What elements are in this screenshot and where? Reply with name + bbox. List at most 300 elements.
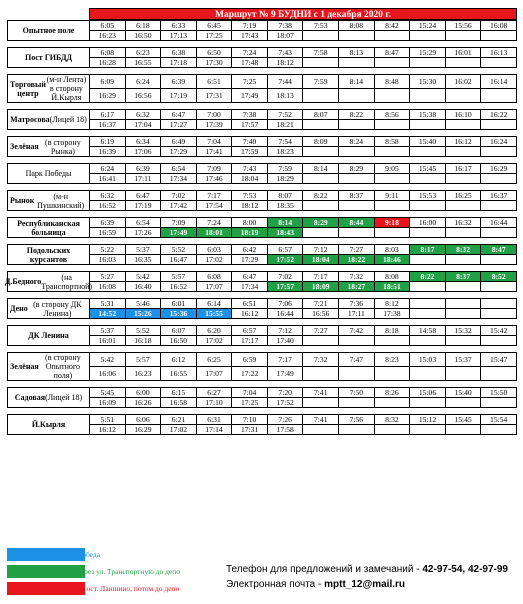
time-cell	[481, 336, 517, 346]
time-cell	[410, 228, 446, 238]
time-cell: 15:56	[445, 21, 481, 31]
schedule-title: Маршрут № 9 БУДНИ с 1 декабря 2020 г.	[89, 8, 517, 20]
time-cell	[481, 425, 517, 435]
time-cell: 17:22	[232, 367, 268, 381]
time-cell: 8:13	[339, 48, 375, 58]
time-cell: 16:09	[90, 398, 126, 408]
time-cell: 8:08	[339, 21, 375, 31]
time-cell	[445, 147, 481, 157]
legend-swatch	[7, 548, 85, 561]
time-cell: 7:54	[267, 137, 303, 147]
time-row	[90, 174, 517, 184]
time-cell: 6:54	[125, 218, 161, 228]
time-cell: 17:14	[196, 425, 232, 435]
time-cell: 6:47	[161, 110, 197, 120]
time-cell: 6:23	[125, 48, 161, 58]
time-cell: 17:49	[232, 89, 268, 103]
time-cell: 16:47	[161, 255, 197, 265]
time-cell: 15:29	[410, 48, 446, 58]
stop-name: ДК Ленина	[7, 325, 89, 346]
time-cell: 17:27	[161, 120, 197, 130]
stop-times	[89, 244, 517, 265]
time-cell: 18:01	[196, 228, 232, 238]
time-cell	[410, 201, 446, 211]
time-cell: 7:09	[161, 218, 197, 228]
time-cell: 7:04	[232, 388, 268, 398]
time-cell	[445, 367, 481, 381]
stop-name: Пост ГИБДД	[7, 47, 89, 68]
time-cell: 16:01	[445, 48, 481, 58]
time-cell	[481, 201, 517, 211]
time-cell: 18:13	[267, 89, 303, 103]
time-cell: 8:32	[445, 245, 481, 255]
time-cell	[410, 299, 446, 309]
time-cell: 6:21	[161, 415, 197, 425]
time-cell: 5:42	[90, 353, 126, 367]
stop-block	[7, 47, 517, 68]
time-cell	[481, 255, 517, 265]
time-cell: 6:08	[196, 272, 232, 282]
contact-info	[226, 562, 508, 592]
stop-times	[89, 136, 517, 157]
time-row	[90, 164, 517, 174]
time-cell	[339, 336, 375, 346]
time-cell: 16:44	[481, 218, 517, 228]
time-row	[90, 110, 517, 120]
time-cell: 8:58	[374, 137, 410, 147]
time-cell	[410, 174, 446, 184]
stop-block	[7, 163, 517, 184]
time-cell: 6:45	[196, 21, 232, 31]
time-cell	[445, 174, 481, 184]
time-row	[90, 309, 517, 319]
time-cell: 5:57	[161, 272, 197, 282]
time-row	[90, 31, 517, 41]
stop-block	[7, 325, 517, 346]
time-row	[90, 218, 517, 228]
time-cell: 9:11	[374, 191, 410, 201]
schedule-blocks	[4, 20, 517, 435]
time-cell: 18:04	[232, 174, 268, 184]
time-cell: 17:34	[161, 174, 197, 184]
phone-line	[226, 562, 508, 577]
time-cell	[374, 228, 410, 238]
time-cell: 17:10	[196, 398, 232, 408]
stop-name: Подольских курсантов	[7, 244, 89, 265]
time-cell	[445, 398, 481, 408]
time-cell: 7:04	[196, 137, 232, 147]
stop-name: Республиканская больница	[7, 217, 89, 238]
time-cell: 5:22	[90, 245, 126, 255]
time-cell	[445, 120, 481, 130]
time-cell: 17:38	[374, 309, 410, 319]
time-cell: 17:42	[161, 201, 197, 211]
time-cell: 18:51	[374, 282, 410, 292]
time-cell	[410, 58, 446, 68]
time-cell	[481, 31, 517, 41]
time-cell: 7:27	[303, 326, 339, 336]
stop-times	[89, 352, 517, 381]
time-cell: 17:57	[232, 120, 268, 130]
time-cell: 6:24	[90, 164, 126, 174]
time-cell	[339, 398, 375, 408]
time-cell	[410, 367, 446, 381]
time-row	[90, 201, 517, 211]
time-cell: 6:50	[196, 48, 232, 58]
time-cell	[339, 425, 375, 435]
time-cell: 15:12	[410, 415, 446, 425]
time-cell	[303, 58, 339, 68]
time-cell: 16:02	[445, 75, 481, 89]
time-cell: 17:49	[267, 367, 303, 381]
time-cell: 8:07	[303, 110, 339, 120]
stop-times	[89, 271, 517, 292]
time-cell: 6:00	[125, 388, 161, 398]
time-cell: 16:29	[125, 425, 161, 435]
time-row	[90, 367, 517, 381]
time-cell: 16:24	[481, 137, 517, 147]
time-cell: 17:07	[196, 282, 232, 292]
email-address[interactable]: mptt_12@mail.ru	[324, 579, 406, 590]
time-row	[90, 245, 517, 255]
time-cell: 16:37	[481, 191, 517, 201]
time-cell	[303, 174, 339, 184]
legend-item	[7, 548, 207, 561]
time-cell	[410, 309, 446, 319]
time-cell: 16:40	[125, 282, 161, 292]
time-cell: 7:24	[232, 48, 268, 58]
stop-times	[89, 20, 517, 41]
time-cell: 6:03	[196, 245, 232, 255]
legend-swatch	[7, 582, 85, 595]
time-cell: 6:47	[125, 191, 161, 201]
time-cell: 16:32	[445, 218, 481, 228]
time-cell	[445, 336, 481, 346]
time-row	[90, 398, 517, 408]
time-cell	[303, 367, 339, 381]
time-cell: 16:23	[90, 31, 126, 41]
time-cell	[410, 282, 446, 292]
time-cell: 16:56	[125, 89, 161, 103]
time-cell: 17:19	[125, 201, 161, 211]
time-cell	[374, 425, 410, 435]
phone-label: Телефон для предложений и замечаний -	[226, 564, 423, 575]
time-cell: 16:50	[161, 336, 197, 346]
stop-block	[7, 414, 517, 435]
time-cell: 6:07	[161, 326, 197, 336]
email-label: Электронная почта -	[226, 579, 325, 590]
time-cell: 17:17	[232, 336, 268, 346]
time-cell: 18:19	[232, 228, 268, 238]
time-cell: 6:47	[232, 272, 268, 282]
time-cell: 16:35	[125, 255, 161, 265]
time-cell: 7:10	[232, 415, 268, 425]
time-cell: 8:44	[339, 218, 375, 228]
time-row	[90, 120, 517, 130]
time-cell: 17:04	[125, 120, 161, 130]
phone-number[interactable]: 42-97-54, 42-97-99	[422, 564, 508, 575]
time-cell: 18:04	[303, 255, 339, 265]
time-cell	[374, 147, 410, 157]
time-cell: 8:26	[374, 388, 410, 398]
time-cell: 7:42	[339, 326, 375, 336]
time-cell	[339, 367, 375, 381]
time-cell: 17:11	[125, 174, 161, 184]
time-cell	[374, 201, 410, 211]
time-row	[90, 326, 517, 336]
time-cell	[445, 255, 481, 265]
time-cell	[303, 89, 339, 103]
stop-times	[89, 163, 517, 184]
time-cell: 6:06	[125, 415, 161, 425]
time-cell: 6:51	[196, 75, 232, 89]
time-cell: 16:52	[90, 201, 126, 211]
time-cell: 15:03	[410, 353, 446, 367]
time-cell: 17:58	[267, 425, 303, 435]
time-cell: 17:06	[125, 147, 161, 157]
time-cell: 7:53	[232, 191, 268, 201]
time-cell: 8:29	[303, 218, 339, 228]
time-cell: 6:31	[196, 415, 232, 425]
time-cell: 9:18	[374, 218, 410, 228]
stop-name: Дено (в сторону ДК Ленина)	[7, 298, 89, 319]
time-cell: 17:02	[161, 425, 197, 435]
time-cell: 7:17	[267, 353, 303, 367]
time-cell: 16:00	[410, 218, 446, 228]
time-cell: 17:43	[232, 31, 268, 41]
stop-name: Зелёная (в сторону Опытного поля)	[7, 352, 89, 381]
time-cell	[303, 120, 339, 130]
time-cell: 15:40	[410, 137, 446, 147]
time-cell: 15:53	[410, 191, 446, 201]
time-cell: 16:52	[161, 282, 197, 292]
time-cell	[481, 367, 517, 381]
stop-name: Парк Победы	[7, 163, 89, 184]
time-cell	[410, 255, 446, 265]
stop-times	[89, 74, 517, 103]
time-cell: 8:14	[303, 164, 339, 174]
stop-block	[7, 352, 517, 381]
time-cell: 15:06	[410, 388, 446, 398]
time-cell: 17:46	[196, 174, 232, 184]
time-cell	[410, 147, 446, 157]
time-cell	[303, 425, 339, 435]
time-cell: 8:12	[374, 299, 410, 309]
time-row	[90, 191, 517, 201]
time-cell: 18:12	[232, 201, 268, 211]
time-cell	[374, 58, 410, 68]
time-cell: 16:59	[90, 228, 126, 238]
time-cell: 6:12	[161, 353, 197, 367]
time-cell: 17:54	[196, 201, 232, 211]
time-cell: 7:17	[303, 272, 339, 282]
time-row	[90, 353, 517, 367]
time-cell: 17:34	[232, 282, 268, 292]
time-cell: 7:32	[339, 272, 375, 282]
time-cell	[481, 309, 517, 319]
stop-times	[89, 325, 517, 346]
time-cell: 16:29	[90, 89, 126, 103]
time-cell: 16:55	[161, 367, 197, 381]
time-cell: 5:45	[90, 388, 126, 398]
time-cell	[410, 89, 446, 103]
time-cell: 17:02	[196, 255, 232, 265]
time-cell: 16:55	[125, 58, 161, 68]
time-cell: 6:38	[161, 48, 197, 58]
time-cell	[410, 398, 446, 408]
time-cell: 17:57	[267, 282, 303, 292]
time-cell: 6:39	[90, 218, 126, 228]
time-cell: 7:09	[196, 164, 232, 174]
time-cell	[445, 201, 481, 211]
stop-block	[7, 387, 517, 408]
time-cell: 7:47	[339, 353, 375, 367]
time-cell: 16:03	[90, 255, 126, 265]
stop-times	[89, 217, 517, 238]
time-cell: 15:40	[445, 388, 481, 398]
time-cell: 6:32	[125, 110, 161, 120]
stop-block	[7, 298, 517, 319]
time-cell: 16:28	[90, 58, 126, 68]
time-cell: 16:12	[445, 137, 481, 147]
time-cell: 8:22	[303, 191, 339, 201]
time-cell: 7:02	[267, 272, 303, 282]
time-cell: 17:31	[196, 89, 232, 103]
time-cell: 7:41	[303, 415, 339, 425]
time-cell: 7:26	[267, 415, 303, 425]
time-cell: 7:25	[232, 75, 268, 89]
time-cell: 6:09	[90, 75, 126, 89]
time-cell	[374, 31, 410, 41]
time-cell: 5:46	[125, 299, 161, 309]
time-cell	[303, 201, 339, 211]
time-cell: 18:43	[267, 228, 303, 238]
time-cell: 16:10	[445, 110, 481, 120]
time-row	[90, 388, 517, 398]
stop-name: Опытное поле	[7, 20, 89, 41]
time-cell: 17:29	[232, 255, 268, 265]
time-cell: 7:40	[232, 137, 268, 147]
email-line	[226, 577, 508, 592]
time-cell: 17:52	[267, 398, 303, 408]
stop-block	[7, 109, 517, 130]
time-cell: 17:48	[232, 58, 268, 68]
time-cell: 17:31	[232, 425, 268, 435]
time-cell: 16:08	[90, 282, 126, 292]
time-cell: 7:36	[339, 299, 375, 309]
time-cell: 14:58	[410, 326, 446, 336]
time-cell: 18:27	[339, 282, 375, 292]
stop-name: Садовая (Лицей 18)	[7, 387, 89, 408]
stop-block	[7, 136, 517, 157]
time-cell: 8:00	[232, 218, 268, 228]
time-cell: 6:57	[232, 326, 268, 336]
time-cell	[374, 367, 410, 381]
time-cell: 16:22	[481, 110, 517, 120]
time-cell: 15:54	[481, 415, 517, 425]
time-cell: 17:07	[196, 367, 232, 381]
time-cell: 15:37	[445, 353, 481, 367]
stop-times	[89, 190, 517, 211]
time-cell	[410, 120, 446, 130]
time-cell: 8:03	[374, 245, 410, 255]
time-row	[90, 89, 517, 103]
time-cell: 7:00	[196, 110, 232, 120]
time-cell: 6:25	[196, 353, 232, 367]
time-cell: 7:41	[303, 388, 339, 398]
time-cell: 15:55	[196, 309, 232, 319]
time-cell	[481, 174, 517, 184]
time-cell: 17:49	[161, 228, 197, 238]
time-cell: 17:29	[161, 147, 197, 157]
time-cell: 6:14	[196, 299, 232, 309]
time-cell: 6:39	[161, 75, 197, 89]
time-cell: 8:47	[374, 48, 410, 58]
time-cell: 8:37	[445, 272, 481, 282]
time-cell	[303, 31, 339, 41]
time-cell: 17:25	[196, 31, 232, 41]
time-cell: 6:54	[161, 164, 197, 174]
time-cell: 8:47	[481, 245, 517, 255]
legend	[7, 548, 207, 599]
time-cell: 15:24	[410, 21, 446, 31]
time-row	[90, 48, 517, 58]
time-cell: 5:27	[90, 272, 126, 282]
time-cell: 17:11	[339, 309, 375, 319]
time-cell: 17:52	[267, 255, 303, 265]
time-row	[90, 425, 517, 435]
time-cell: 6:01	[161, 299, 197, 309]
time-cell	[445, 299, 481, 309]
time-cell: 7:24	[196, 218, 232, 228]
time-cell: 7:43	[267, 48, 303, 58]
time-row	[90, 228, 517, 238]
time-cell: 17:18	[161, 58, 197, 68]
time-cell: 6:15	[161, 388, 197, 398]
time-cell: 7:19	[232, 21, 268, 31]
time-cell: 16:41	[90, 174, 126, 184]
time-cell: 7:59	[267, 164, 303, 174]
stop-times	[89, 47, 517, 68]
time-cell	[339, 228, 375, 238]
time-cell: 16:26	[125, 398, 161, 408]
time-cell	[481, 58, 517, 68]
time-cell: 8:42	[374, 21, 410, 31]
time-cell: 15:30	[410, 75, 446, 89]
time-cell: 6:32	[90, 191, 126, 201]
stop-name: Матросова (Лицей 18)	[7, 109, 89, 130]
time-cell: 8:52	[481, 272, 517, 282]
time-cell	[481, 120, 517, 130]
time-cell: 8:37	[339, 191, 375, 201]
time-cell: 7:12	[303, 245, 339, 255]
time-cell: 17:40	[267, 336, 303, 346]
time-cell: 16:25	[445, 191, 481, 201]
time-cell	[374, 398, 410, 408]
time-cell: 7:59	[303, 75, 339, 89]
time-cell: 5:52	[125, 326, 161, 336]
time-cell: 6:39	[125, 164, 161, 174]
time-cell: 17:39	[196, 120, 232, 130]
time-cell: 8:18	[374, 326, 410, 336]
time-cell: 7:06	[267, 299, 303, 309]
legend-item	[7, 565, 207, 578]
time-cell: 5:37	[125, 245, 161, 255]
time-cell: 16:56	[303, 309, 339, 319]
time-row	[90, 21, 517, 31]
time-cell	[445, 31, 481, 41]
time-cell: 6:05	[90, 21, 126, 31]
